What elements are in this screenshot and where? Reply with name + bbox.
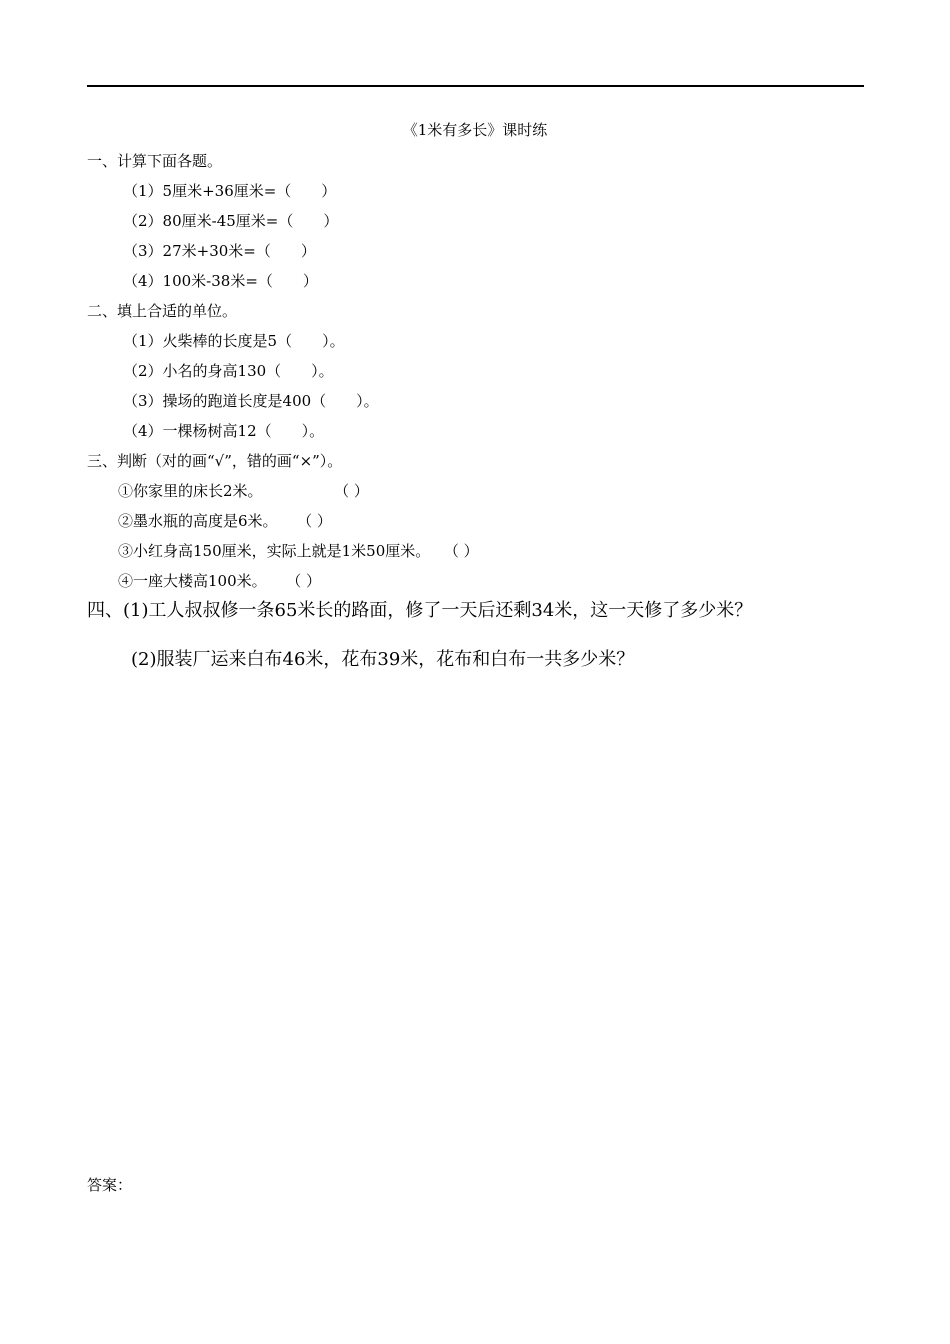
section4-question-1	[87, 599, 752, 623]
section2-item-3: （3）操场的跑道长度是400（ ）。	[123, 392, 379, 410]
section1-item-2: （2）80厘米-45厘米=（ ）	[123, 212, 339, 230]
section2-item-4: （4）一棵杨树高12（ ）。	[123, 422, 325, 440]
judge-item-text: ④一座大楼高100米。	[118, 572, 267, 590]
section2-item-2: （2）小名的身高130（ ）。	[123, 362, 334, 380]
judge-item-text: ③小红身高150厘米，实际上就是1米50厘米。	[118, 542, 431, 560]
judge-item-text: ②墨水瓶的高度是6米。	[118, 512, 278, 530]
section1-item-1: （1）5厘米+36厘米=（ ）	[123, 182, 337, 200]
judge-item-paren: （ ）	[297, 512, 332, 530]
page-title: 《1米有多长》课时练	[402, 121, 548, 139]
section1-item-4: （4）100米-38米=（ ）	[123, 272, 318, 290]
judge-item-paren: （ ）	[286, 572, 321, 590]
judge-item-2	[118, 511, 332, 531]
judge-item-1	[118, 481, 369, 501]
section2-heading: 二、填上合适的单位。	[87, 302, 238, 320]
judge-item-4	[118, 571, 321, 591]
word-problem-1: (1)工人叔叔修一条65米长的路面，修了一天后还剩34米，这一天修了多少米？	[123, 600, 753, 621]
section3-heading: 三、判断（对的画“√”，错的画“×”）。	[87, 452, 343, 470]
answer-label: 答案：	[87, 1176, 133, 1194]
section1-item-3: （3）27米+30米=（ ）	[123, 242, 316, 260]
section2-item-1: （1）火柴棒的长度是5（ ）。	[123, 332, 345, 350]
section1-heading: 一、计算下面各题。	[87, 152, 223, 170]
judge-item-3	[118, 541, 479, 561]
judge-item-text: ①你家里的床长2米。	[118, 482, 263, 500]
word-problem-2: (2)服装厂运来白布46米，花布39米，花布和白布一共多少米？	[131, 649, 635, 670]
header-rule	[87, 85, 864, 87]
judge-item-paren: （ ）	[334, 482, 369, 500]
judge-item-paren: （ ）	[443, 542, 479, 560]
section4-heading: 四、	[87, 600, 123, 621]
